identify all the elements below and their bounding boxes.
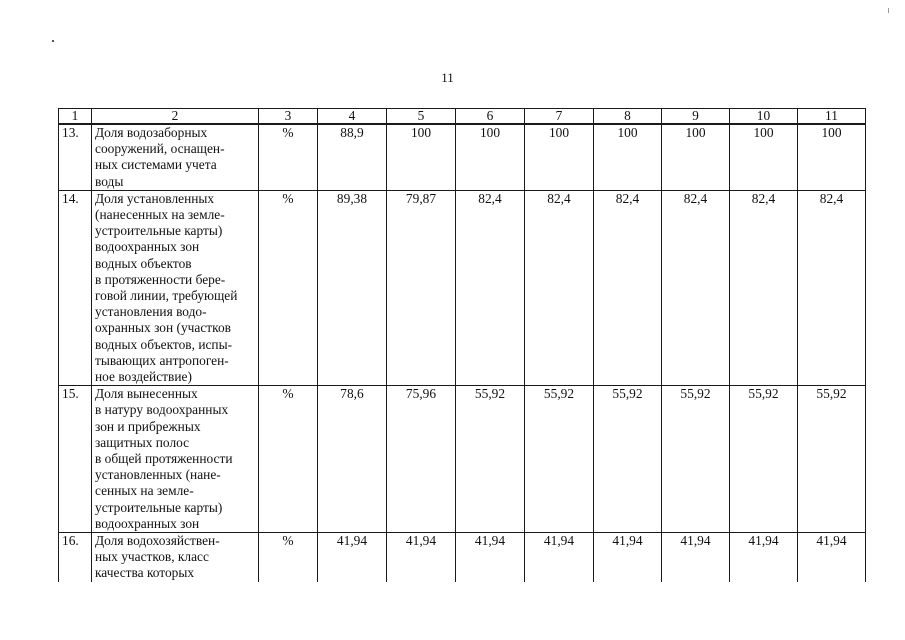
indicator-name-line: ных системами учета — [95, 157, 217, 173]
column-header-1: 1 — [59, 109, 92, 125]
table-row — [59, 124, 866, 190]
value-cell: 89,38 — [318, 190, 387, 385]
indicator-name-line: установленных (нане- — [95, 467, 221, 483]
value-cell: 41,94 — [730, 533, 798, 582]
indicator-name-line: в протяженности бере- — [95, 271, 226, 287]
indicator-name — [92, 124, 259, 190]
indicator-name-line: Доля установленных — [95, 190, 215, 206]
indicator-name-line: водоохранных зон — [95, 239, 200, 255]
indicator-name-line: в общей протяженности — [95, 451, 233, 467]
table-row — [59, 386, 866, 533]
indicator-name-line: водных объектов, испы- — [95, 336, 233, 352]
indicator-name-line: ных участков, класс — [95, 549, 209, 565]
value-cell: 82,4 — [798, 190, 866, 385]
indicator-name-line: Доля водозаборных — [95, 125, 208, 140]
value-cell: 41,94 — [594, 533, 662, 582]
value-cell: 55,92 — [594, 386, 662, 533]
unit-cell: % — [259, 124, 318, 190]
column-number-header-row — [59, 109, 866, 125]
value-cell: 100 — [730, 124, 798, 190]
scan-speck — [888, 8, 889, 13]
column-header-10: 10 — [730, 109, 798, 125]
value-cell: 55,92 — [798, 386, 866, 533]
indicator-name-line: устроительные карты) — [95, 499, 223, 515]
value-cell: 88,9 — [318, 124, 387, 190]
value-cell: 100 — [798, 124, 866, 190]
value-cell: 41,94 — [798, 533, 866, 582]
value-cell: 79,87 — [387, 190, 456, 385]
value-cell: 55,92 — [525, 386, 594, 533]
indicator-name-line: (нанесенных на земле- — [95, 207, 225, 223]
indicator-name-line: защитных полос — [95, 434, 190, 450]
indicator-name-line: устроительные карты) — [95, 223, 223, 239]
indicator-name — [92, 190, 259, 385]
table-row — [59, 190, 866, 385]
column-header-4: 4 — [318, 109, 387, 125]
table-row — [59, 533, 866, 582]
indicator-name — [92, 533, 259, 582]
indicators-table — [58, 108, 866, 582]
indicator-name-line: тывающих антропоген- — [95, 352, 229, 368]
row-number: 14. — [59, 190, 92, 385]
indicator-name-line: водоохранных зон — [95, 515, 200, 531]
value-cell: 82,4 — [730, 190, 798, 385]
value-cell: 41,94 — [456, 533, 525, 582]
value-cell: 41,94 — [318, 533, 387, 582]
column-header-5: 5 — [387, 109, 456, 125]
value-cell: 100 — [525, 124, 594, 190]
value-cell: 55,92 — [662, 386, 730, 533]
indicator-name-line: установления водо- — [95, 304, 207, 320]
value-cell: 100 — [594, 124, 662, 190]
indicator-name-line: водных объектов — [95, 255, 192, 271]
indicator-name-line: зон и прибрежных — [95, 418, 201, 434]
row-number: 13. — [59, 124, 92, 190]
value-cell: 82,4 — [456, 190, 525, 385]
unit-cell: % — [259, 190, 318, 385]
indicator-name-line: качества которых — [95, 565, 195, 581]
column-header-7: 7 — [525, 109, 594, 125]
indicator-name-line: воды — [95, 173, 124, 189]
indicator-name-line: в натуру водоохранных — [95, 402, 229, 418]
indicator-name — [92, 386, 259, 533]
indicator-name-line: сенных на земле- — [95, 483, 194, 499]
column-header-8: 8 — [594, 109, 662, 125]
value-cell: 41,94 — [525, 533, 594, 582]
page-number: 11 — [441, 70, 454, 85]
unit-cell: % — [259, 386, 318, 533]
value-cell: 78,6 — [318, 386, 387, 533]
indicator-name-line: ное воздействие) — [95, 369, 192, 385]
indicator-name-line: сооружений, оснащен- — [95, 141, 225, 157]
unit-cell: % — [259, 533, 318, 582]
value-cell: 100 — [662, 124, 730, 190]
row-number: 15. — [59, 386, 92, 533]
value-cell: 41,94 — [662, 533, 730, 582]
value-cell: 82,4 — [594, 190, 662, 385]
column-header-3: 3 — [259, 109, 318, 125]
row-number: 16. — [59, 533, 92, 582]
value-cell: 55,92 — [456, 386, 525, 533]
value-cell: 55,92 — [730, 386, 798, 533]
value-cell: 100 — [456, 124, 525, 190]
column-header-9: 9 — [662, 109, 730, 125]
value-cell: 82,4 — [525, 190, 594, 385]
value-cell: 82,4 — [662, 190, 730, 385]
column-header-6: 6 — [456, 109, 525, 125]
indicator-name-line: говой линии, требующей — [95, 288, 238, 304]
indicator-name-line: Доля водохозяйствен- — [95, 533, 220, 549]
value-cell: 100 — [387, 124, 456, 190]
column-header-11: 11 — [798, 109, 866, 125]
table-body — [59, 109, 866, 582]
indicator-name-line: Доля вынесенных — [95, 386, 198, 402]
scan-speck — [52, 40, 54, 42]
indicator-name-line: охранных зон (участков — [95, 320, 231, 336]
column-header-2: 2 — [92, 109, 259, 125]
value-cell: 41,94 — [387, 533, 456, 582]
value-cell: 75,96 — [387, 386, 456, 533]
